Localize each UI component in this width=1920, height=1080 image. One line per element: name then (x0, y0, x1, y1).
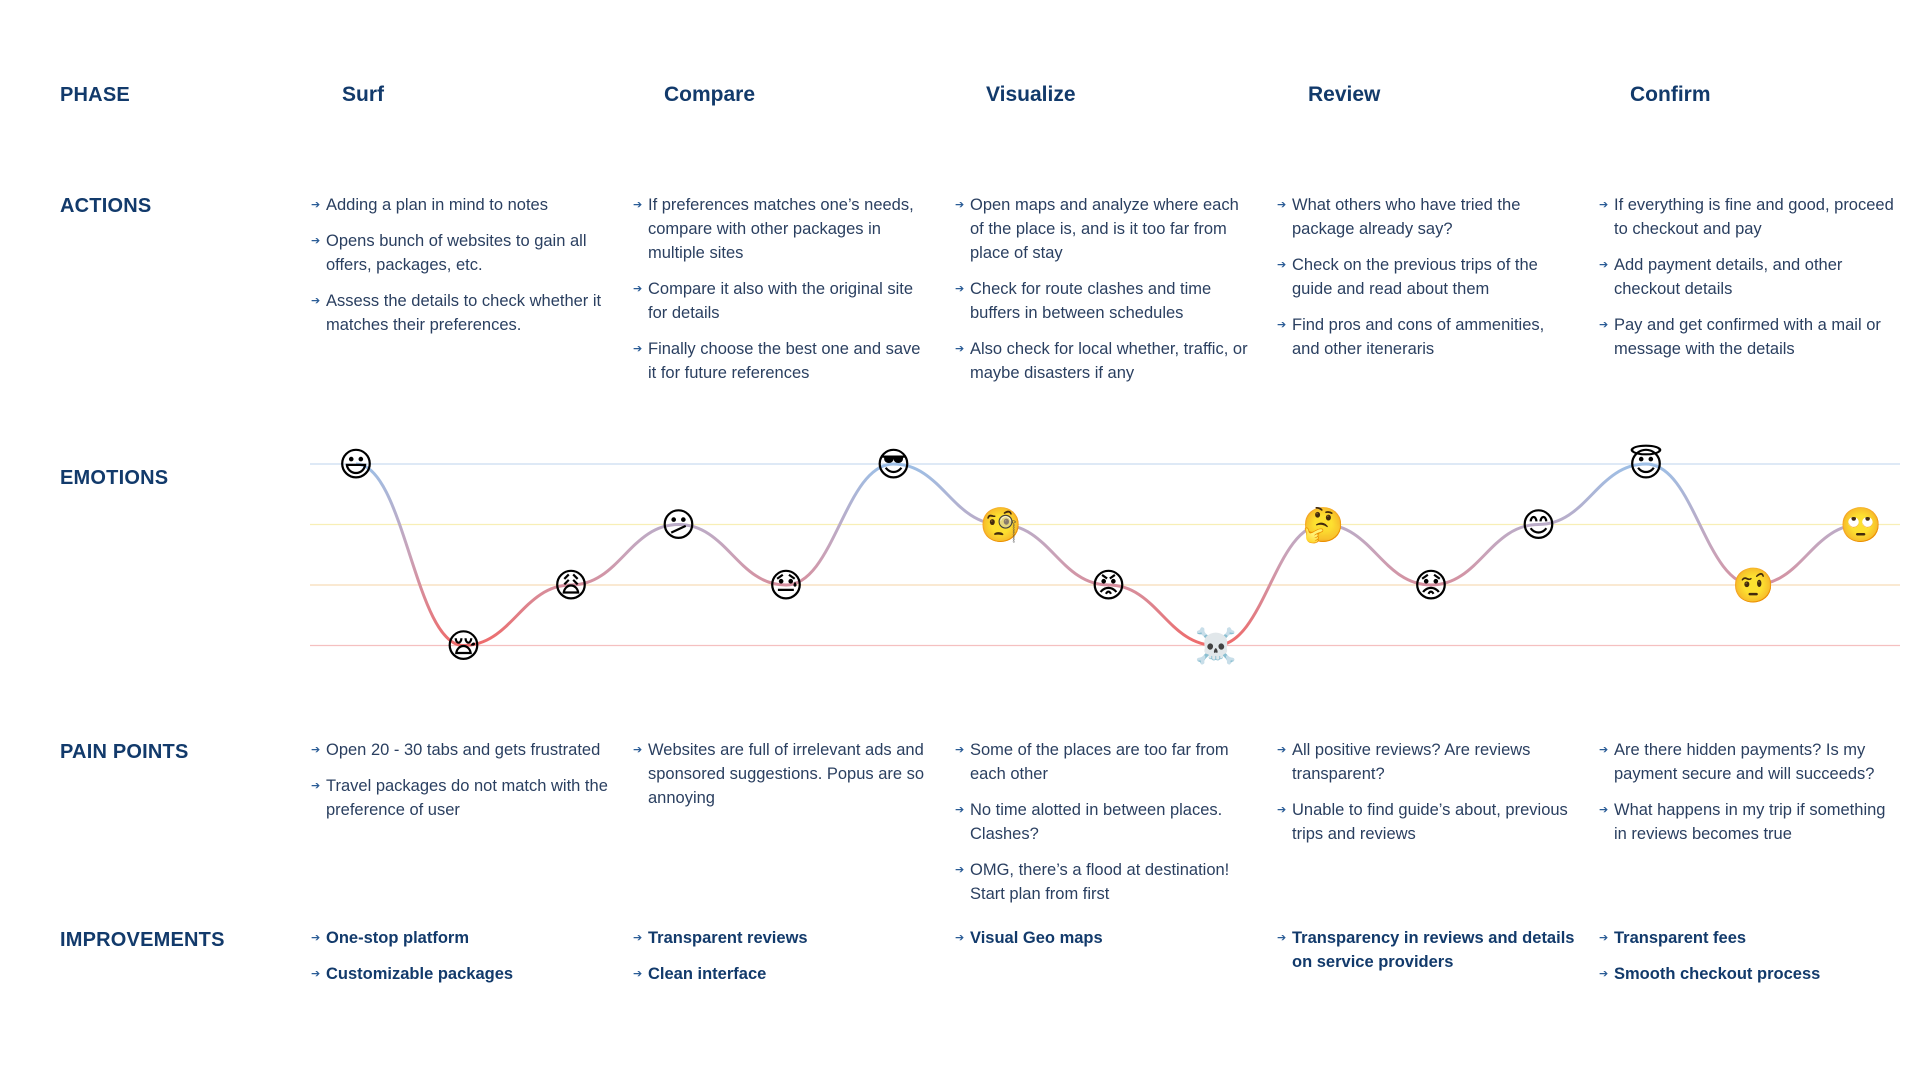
arrow-right-icon: ➔ (1277, 744, 1287, 756)
arrow-right-icon: ➔ (1599, 968, 1609, 980)
phase-compare: Compare (664, 83, 756, 106)
arrow-right-icon: ➔ (633, 343, 643, 355)
improvements-visualize (955, 926, 1253, 962)
improvement-item: ➔ Transparent fees (1599, 926, 1897, 950)
arrow-right-icon: ➔ (955, 932, 965, 944)
action-item: ➔ If everything is fine and good, proceed to checkout and pay (1599, 193, 1897, 241)
emotion-emoji-layer (338, 444, 1882, 667)
improvement-item: ➔ Transparency in reviews and details on service providers (1277, 926, 1575, 974)
row-label-pain-points: PAIN POINTS (60, 741, 189, 763)
improvements-confirm (1599, 926, 1897, 998)
arrow-right-icon: ➔ (1277, 932, 1287, 944)
skull-crossbones-icon: ☠️ (1194, 626, 1238, 667)
arrow-right-icon: ➔ (633, 968, 643, 980)
action-item: ➔ If preferences matches one’s needs, compare with other packages in multiple sites (633, 193, 931, 265)
emotion-level-lines (310, 464, 1900, 646)
arrow-right-icon: ➔ (633, 932, 643, 944)
arrow-right-icon: ➔ (1277, 804, 1287, 816)
pain-points-visualize (955, 738, 1253, 918)
row-label-actions: ACTIONS (60, 195, 152, 217)
pain-point-item: ➔ Travel packages do not match with the preference of user (311, 774, 609, 822)
arrow-right-icon: ➔ (1277, 319, 1287, 331)
improvement-item: ➔ Clean interface (633, 962, 931, 986)
sleepy-face-icon: 😪 (445, 626, 482, 667)
pain-point-item: ➔ All positive reviews? Are reviews transparent? (1277, 738, 1575, 786)
phase-confirm: Confirm (1630, 83, 1711, 106)
pain-point-item: ➔ Unable to find guide’s about, previous trips and reviews (1277, 798, 1575, 846)
improvements-compare (633, 926, 931, 998)
pain-point-item: ➔ Websites are full of irrelevant ads and sponsored suggestions. Popus are so annoying (633, 738, 931, 810)
pain-points-compare (633, 738, 931, 822)
arrow-right-icon: ➔ (311, 235, 321, 247)
improvement-item: ➔ Transparent reviews (633, 926, 931, 950)
actions-compare (633, 193, 931, 397)
arrow-right-icon: ➔ (311, 968, 321, 980)
emotion-curve-line (356, 464, 1861, 646)
action-item: ➔ Check on the previous trips of the guide and read about them (1277, 253, 1575, 301)
improvement-item: ➔ One-stop platform (311, 926, 609, 950)
weary-face-icon: 😩 (553, 566, 589, 606)
arrow-right-icon: ➔ (311, 932, 321, 944)
arrow-right-icon: ➔ (1599, 319, 1609, 331)
action-item: ➔ Add payment details, and other checkout details (1599, 253, 1897, 301)
action-item: ➔ Finally choose the best one and save it for future references (633, 337, 931, 385)
row-label-emotions: EMOTIONS (60, 467, 169, 489)
downcast-sweat-face-icon: 😓 (768, 566, 804, 606)
actions-confirm (1599, 193, 1897, 373)
worried-face-icon: 😟 (1413, 566, 1449, 606)
pain-points-review (1277, 738, 1575, 858)
pain-point-item: ➔ OMG, there’s a flood at destination! Start plan from first (955, 858, 1253, 906)
monocle-face-icon: 🧐 (979, 505, 1023, 546)
grinning-face-icon: 😃 (338, 445, 374, 485)
action-item: ➔ Also check for local whether, traffic, or maybe disasters if any (955, 337, 1253, 385)
action-item: ➔ Find pros and cons of ammenities, and other itenerаris (1277, 313, 1575, 361)
arrow-right-icon: ➔ (955, 864, 965, 876)
pain-point-item: ➔ Open 20 - 30 tabs and gets frustrated (311, 738, 609, 762)
action-item: ➔ Pay and get confirmed with a mail or message with the details (1599, 313, 1897, 361)
arrow-right-icon: ➔ (311, 744, 321, 756)
row-label-improvements: IMPROVEMENTS (60, 929, 225, 951)
action-item: ➔ Check for route clashes and time buffers in between schedules (955, 277, 1253, 325)
improvements-surf (311, 926, 609, 998)
blushing-face-icon: 😊 (1520, 505, 1557, 546)
action-item: ➔ Open maps and analyze where each of the place is, and is it too far from place of stay (955, 193, 1253, 265)
arrow-right-icon: ➔ (311, 780, 321, 792)
arrow-right-icon: ➔ (1599, 804, 1609, 816)
arrow-right-icon: ➔ (311, 295, 321, 307)
actions-visualize (955, 193, 1253, 397)
pain-point-item: ➔ What happens in my trip if something in reviews becomes true (1599, 798, 1897, 846)
arrow-right-icon: ➔ (955, 199, 965, 211)
arrow-right-icon: ➔ (1599, 199, 1609, 211)
action-item: ➔ Opens bunch of websites to gain all offers, packages, etc. (311, 229, 609, 277)
pain-points-surf (311, 738, 609, 834)
arrow-right-icon: ➔ (633, 744, 643, 756)
sunglasses-face-icon: 😎 (875, 445, 912, 485)
halo-face-icon: 😇 (1628, 445, 1664, 485)
actions-review (1277, 193, 1575, 373)
actions-surf (311, 193, 609, 349)
arrow-right-icon: ➔ (633, 199, 643, 211)
arrow-right-icon: ➔ (955, 804, 965, 816)
thinking-face-icon: 🤔 (1302, 505, 1345, 546)
improvement-item: ➔ Visual Geo maps (955, 926, 1253, 950)
arrow-right-icon: ➔ (311, 199, 321, 211)
phase-visualize: Visualize (986, 83, 1076, 106)
arrow-right-icon: ➔ (1599, 259, 1609, 271)
confused-face-icon: 😕 (660, 505, 697, 546)
improvement-item: ➔ Customizable packages (311, 962, 609, 986)
row-label-phase: PHASE (60, 84, 130, 106)
raised-eyebrow-face-icon: 🤨 (1732, 566, 1775, 606)
phase-review: Review (1308, 83, 1381, 106)
pain-point-item: ➔ Are there hidden payments? Is my payment secure and will succeeds? (1599, 738, 1897, 786)
arrow-right-icon: ➔ (1277, 199, 1287, 211)
arrow-right-icon: ➔ (1277, 259, 1287, 271)
action-item: ➔ What others who have tried the package already say? (1277, 193, 1575, 241)
arrow-right-icon: ➔ (955, 283, 965, 295)
improvement-item: ➔ Smooth checkout process (1599, 962, 1897, 986)
arrow-right-icon: ➔ (1599, 744, 1609, 756)
action-item: ➔ Compare it also with the original site for details (633, 277, 931, 325)
arrow-right-icon: ➔ (1599, 932, 1609, 944)
arrow-right-icon: ➔ (955, 343, 965, 355)
action-item: ➔ Assess the details to check whether it matches their preferences. (311, 289, 609, 337)
eye-roll-face-icon: 🙄 (1839, 505, 1883, 546)
pain-points-confirm (1599, 738, 1897, 858)
arrow-right-icon: ➔ (955, 744, 965, 756)
pain-point-item: ➔ Some of the places are too far from each other (955, 738, 1253, 786)
pain-point-item: ➔ No time alotted in between places. Clashes? (955, 798, 1253, 846)
action-item: ➔ Adding a plan in mind to notes (311, 193, 609, 217)
phase-surf: Surf (342, 83, 384, 106)
arrow-right-icon: ➔ (633, 283, 643, 295)
improvements-review (1277, 926, 1575, 986)
angry-face-icon: 😡 (1090, 566, 1127, 606)
